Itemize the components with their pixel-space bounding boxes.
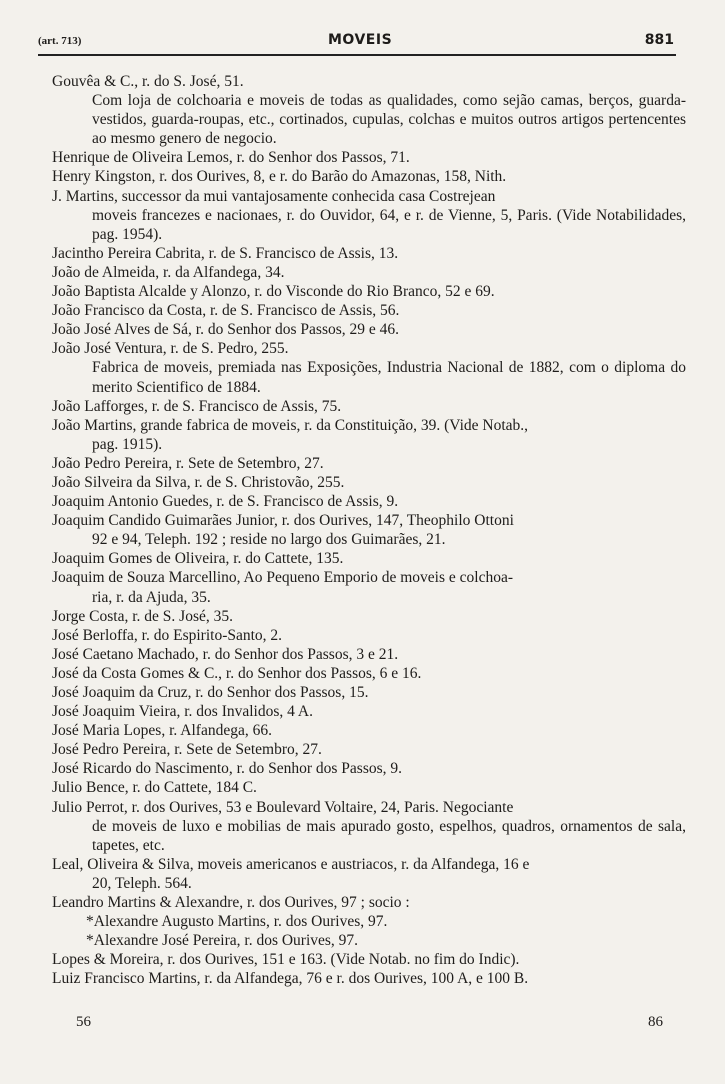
entry-head: João José Alves de Sá, r. do Senhor dos Passos, 29 e 46.	[52, 321, 400, 339]
entry-head: *Alexandre Augusto Martins, r. dos Ourives, 97.	[86, 913, 388, 931]
directory-entry	[52, 263, 686, 282]
entry-continuation: Fabrica de moveis, premiada nas Exposições, Industria Nacional de 1882, com o diploma do merito Scientifico de 1884.	[92, 359, 686, 396]
page-header	[38, 28, 676, 56]
directory-entry	[52, 855, 686, 893]
entry-continuation: 20, Teleph. 564.	[92, 874, 192, 892]
entry-list	[52, 72, 686, 989]
directory-entry	[52, 740, 686, 759]
entry-head: Henrique de Oliveira Lemos, r. do Senhor dos Passos, 71.	[52, 149, 410, 167]
directory-entry	[52, 511, 686, 549]
entry-continuation: Com loja de colchoaria e moveis de todas as qualidades, como sejão camas, berços, guarda-vestidos, guarda-roupas, etc., cortinados, cupulas, colchas e muitos outros artigos pertencentes ao mesmo genero de negocio.	[92, 92, 686, 148]
entry-head: Joaquim de Souza Marcellino, Ao Pequeno Emporio de moveis e colchoa-	[52, 569, 514, 587]
article-ref: (art. 713)	[38, 35, 82, 47]
directory-entry	[52, 187, 686, 244]
entry-continuation: ria, r. da Ajuda, 35.	[92, 588, 211, 606]
footer-right-number: 86	[648, 1014, 663, 1030]
entry-head: João Pedro Pereira, r. Sete de Setembro, 27.	[52, 454, 324, 472]
entry-head: João Martins, grande fabrica de moveis, r. da Constituição, 39. (Vide Notab.,	[52, 416, 529, 434]
directory-entry	[52, 702, 686, 721]
entry-head: Jorge Costa, r. de S. José, 35.	[52, 607, 233, 625]
entry-head: João Francisco da Costa, r. de S. Francisco de Assis, 56.	[52, 302, 400, 320]
entry-head: Luiz Francisco Martins, r. da Alfandega, 76 e r. dos Ourives, 100 A, e 100 B.	[52, 970, 529, 988]
directory-entry	[52, 282, 686, 301]
directory-entry	[52, 568, 686, 606]
entry-head: Leal, Oliveira & Silva, moveis americanos e austriacos, r. da Alfandega, 16 e	[52, 855, 530, 873]
directory-entry	[52, 645, 686, 664]
directory-entry	[52, 969, 686, 988]
directory-entry	[52, 683, 686, 702]
entry-head: João Lafforges, r. de S. Francisco de Assis, 75.	[52, 397, 342, 415]
directory-entry	[52, 301, 686, 320]
directory-entry	[52, 72, 686, 148]
directory-entry	[52, 950, 686, 969]
entry-head: José Berloffa, r. do Espirito-Santo, 2.	[52, 626, 283, 644]
directory-entry	[52, 778, 686, 797]
directory-entry	[52, 473, 686, 492]
directory-entry	[52, 167, 686, 186]
entry-head: *Alexandre José Pereira, r. dos Ourives, 97.	[86, 932, 359, 950]
section-title: MOVEIS	[328, 32, 393, 48]
directory-entry	[52, 721, 686, 740]
directory-entry	[52, 397, 686, 416]
directory-entry	[52, 664, 686, 683]
directory-entry	[52, 148, 686, 167]
directory-entry	[52, 339, 686, 396]
partner-entry	[52, 912, 686, 931]
entry-head: Joaquim Gomes de Oliveira, r. do Cattete, 135.	[52, 550, 344, 568]
entry-head: Julio Perrot, r. dos Ourives, 53 e Boulevard Voltaire, 24, Paris. Negociante	[52, 798, 514, 816]
directory-entry	[52, 626, 686, 645]
directory-entry	[52, 320, 686, 339]
entry-continuation: 92 e 94, Teleph. 192 ; reside no largo dos Guimarães, 21.	[92, 531, 446, 549]
directory-entry	[52, 893, 686, 912]
entry-head: José Maria Lopes, r. Alfandega, 66.	[52, 722, 272, 740]
directory-entry	[52, 244, 686, 263]
entry-head: João José Ventura, r. de S. Pedro, 255.	[52, 340, 289, 358]
entry-head: Jacintho Pereira Cabrita, r. de S. Francisco de Assis, 13.	[52, 244, 399, 262]
entry-head: José Pedro Pereira, r. Sete de Setembro, 27.	[52, 741, 322, 759]
entry-continuation: moveis francezes e nacionaes, r. do Ouvidor, 64, e r. de Vienne, 5, Paris. (Vide Notabilidades, pag. 1954).	[92, 206, 686, 243]
entry-head: José Joaquim Vieira, r. dos Invalidos, 4 A.	[52, 703, 313, 721]
directory-entry	[52, 416, 686, 454]
entry-head: Leandro Martins & Alexandre, r. dos Ourives, 97 ; socio :	[52, 894, 410, 912]
directory-entry	[52, 454, 686, 473]
entry-head: José Ricardo do Nascimento, r. do Senhor dos Passos, 9.	[52, 760, 403, 778]
partner-entry	[52, 931, 686, 950]
page-number: 881	[644, 32, 674, 48]
entry-head: João Silveira da Silva, r. de S. Christovão, 255.	[52, 473, 345, 491]
directory-entry	[52, 492, 686, 511]
entry-head: Joaquim Candido Guimarães Junior, r. dos Ourives, 147, Theophilo Ottoni	[52, 512, 514, 530]
directory-entry	[52, 607, 686, 626]
directory-entry	[52, 798, 686, 855]
directory-entry	[52, 549, 686, 568]
entry-head: Henry Kingston, r. dos Ourives, 8, e r. do Barão do Amazonas, 158, Nith.	[52, 168, 507, 186]
entry-head: José da Costa Gomes & C., r. do Senhor dos Passos, 6 e 16.	[52, 664, 422, 682]
entry-head: Joaquim Antonio Guedes, r. de S. Francisco de Assis, 9.	[52, 493, 399, 511]
entry-head: João Baptista Alcalde y Alonzo, r. do Visconde do Rio Branco, 52 e 69.	[52, 283, 495, 301]
entry-head: João de Almeida, r. da Alfandega, 34.	[52, 263, 285, 281]
footer-left-number: 56	[76, 1014, 91, 1030]
entry-continuation: de moveis de luxo e mobilias de mais apurado gosto, espelhos, quadros, ornamentos de sala, tapetes, etc.	[92, 817, 686, 854]
entry-head: Julio Bence, r. do Cattete, 184 C.	[52, 779, 257, 797]
entry-head: José Caetano Machado, r. do Senhor dos Passos, 3 e 21.	[52, 645, 399, 663]
entry-head: José Joaquim da Cruz, r. do Senhor dos Passos, 15.	[52, 684, 369, 701]
directory-entry	[52, 759, 686, 778]
entry-head: Gouvêa & C., r. do S. José, 51.	[52, 73, 244, 90]
entry-head: Lopes & Moreira, r. dos Ourives, 151 e 163. (Vide Notab. no fim do Indic).	[52, 951, 520, 969]
entry-continuation: pag. 1915).	[92, 435, 163, 453]
entry-head: J. Martins, successor da mui vantajosamente conhecida casa Costrejean	[52, 187, 496, 205]
